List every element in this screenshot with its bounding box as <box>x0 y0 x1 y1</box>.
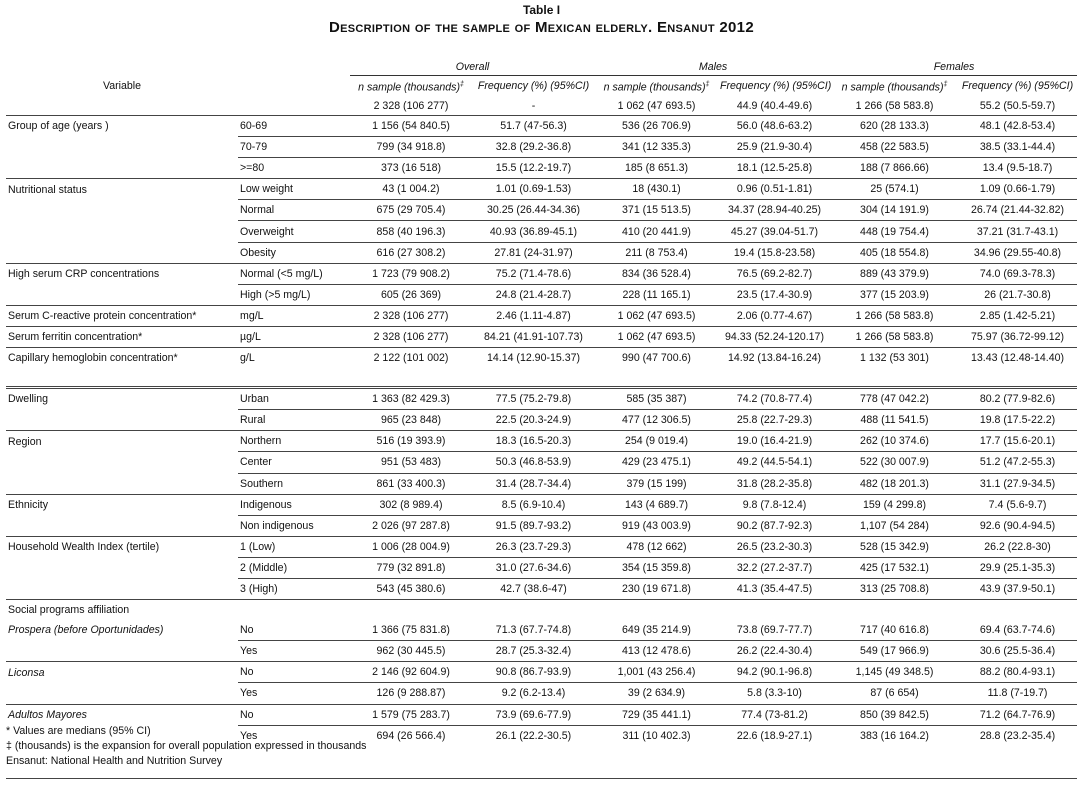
cell-females-n: 528 (15 342.9) <box>831 536 958 557</box>
cell-overall-n: 302 (8 989.4) <box>350 494 472 515</box>
cell-males-freq: 19.4 (15.8-23.58) <box>718 242 831 263</box>
cell-overall-freq: 18.3 (16.5-20.3) <box>472 431 595 452</box>
cell-category: Yes <box>238 725 350 746</box>
cell-overall-n: 543 (45 380.6) <box>350 578 472 599</box>
cell-overall-freq: 9.2 (6.2-13.4) <box>472 683 595 704</box>
cell-males-n: 410 (20 441.9) <box>595 221 718 242</box>
cell-males-freq: 49.2 (44.5-54.1) <box>718 452 831 473</box>
cell-overall-n: 43 (1 004.2) <box>350 179 472 200</box>
data-table <box>6 58 1077 746</box>
spacer-cell <box>350 368 472 388</box>
cell-variable <box>6 683 238 704</box>
cell-overall-freq: 50.3 (46.8-53.9) <box>472 452 595 473</box>
table-row <box>6 641 1077 662</box>
cell-females-freq: 26.74 (21.44-32.82) <box>958 200 1077 221</box>
spacer-row <box>6 368 1077 388</box>
cell-females-freq: 13.43 (12.48-14.40) <box>958 348 1077 369</box>
cell-category: 1 (Low) <box>238 536 350 557</box>
cell-overall-n: 861 (33 400.3) <box>350 473 472 494</box>
footnote-thousands: ‡ (thousands) is the expansion for overall population expressed in thousands <box>6 740 367 752</box>
table-row <box>6 578 1077 599</box>
cell-females-freq: 11.8 (7-19.7) <box>958 683 1077 704</box>
table-row <box>6 557 1077 578</box>
table-row <box>6 662 1077 683</box>
table-row <box>6 326 1077 347</box>
cell-males-n: 230 (19 671.8) <box>595 578 718 599</box>
cell-variable: Prospera (before Oportunidades) <box>8 624 164 637</box>
header-group-overall: Overall <box>350 58 595 76</box>
header-group-males: Males <box>595 58 831 76</box>
table-row <box>6 284 1077 305</box>
totals-overall-freq: - <box>531 99 536 112</box>
cell-females-n <box>831 600 958 621</box>
cell-females-freq: 38.5 (33.1-44.4) <box>958 137 1077 158</box>
cell-males-freq: 76.5 (69.2-82.7) <box>718 263 831 284</box>
cell-variable <box>6 452 238 473</box>
header-n-sample: n sample (thousands)‡ <box>358 80 464 94</box>
cell-males-freq: 19.0 (16.4-21.9) <box>718 431 831 452</box>
cell-females-n: 262 (10 374.6) <box>831 431 958 452</box>
cell-variable: Region <box>6 431 238 452</box>
cell-males-n: 1 062 (47 693.5) <box>595 305 718 326</box>
table-row <box>6 221 1077 242</box>
cell-category: No <box>238 662 350 683</box>
cell-category: No <box>240 624 254 637</box>
totals-males-freq: 44.9 (40.4-49.6) <box>736 99 813 112</box>
cell-category: µg/L <box>238 326 350 347</box>
cell-males-n: 585 (35 387) <box>595 388 718 410</box>
cell-variable: Serum ferritin concentration* <box>6 326 238 347</box>
cell-females-n: 405 (18 554.8) <box>831 242 958 263</box>
cell-category: Low weight <box>238 179 350 200</box>
cell-overall-freq: 51.7 (47-56.3) <box>472 116 595 137</box>
cell-overall-freq: 2.46 (1.11-4.87) <box>472 305 595 326</box>
header-spacer <box>238 58 350 76</box>
cell-males-freq: 23.5 (17.4-30.9) <box>718 284 831 305</box>
cell-category: High (>5 mg/L) <box>238 284 350 305</box>
cell-overall-n: 694 (26 566.4) <box>350 725 472 746</box>
footnote-ensanut: Ensanut: National Health and Nutrition Survey <box>6 755 223 767</box>
cell-overall-n <box>350 600 472 621</box>
cell-females-freq: 28.8 (23.2-35.4) <box>958 725 1077 746</box>
cell-variable <box>6 242 238 263</box>
cell-males-n: 478 (12 662) <box>595 536 718 557</box>
cell-females-freq: 48.1 (42.8-53.4) <box>958 116 1077 137</box>
cell-overall-freq: 31.0 (27.6-34.6) <box>472 557 595 578</box>
cell-females-n: 482 (18 201.3) <box>831 473 958 494</box>
cell-females-n: 448 (19 754.4) <box>831 221 958 242</box>
cell-males-n: 379 (15 199) <box>595 473 718 494</box>
cell-variable <box>6 158 238 179</box>
cell-females-n: 1 266 (58 583.8) <box>831 305 958 326</box>
table-row <box>6 263 1077 284</box>
cell-males-n: 649 (35 214.9) <box>622 624 691 637</box>
cell-males-freq: 18.1 (12.5-25.8) <box>718 158 831 179</box>
cell-females-freq: 37.21 (31.7-43.1) <box>958 221 1077 242</box>
cell-females-n: 377 (15 203.9) <box>831 284 958 305</box>
cell-females-n: 159 (4 299.8) <box>831 494 958 515</box>
header-group-females: Females <box>831 58 1077 76</box>
cell-variable <box>6 137 238 158</box>
cell-overall-freq: 77.5 (75.2-79.8) <box>472 388 595 410</box>
cell-overall-n: 516 (19 393.9) <box>350 431 472 452</box>
table-row <box>6 242 1077 263</box>
cell-males-freq: 94.2 (90.1-96.8) <box>718 662 831 683</box>
cell-males-freq <box>718 600 831 621</box>
table-row <box>6 158 1077 179</box>
spacer-cell <box>238 368 350 388</box>
cell-variable: Capillary hemoglobin concentration* <box>6 348 238 369</box>
cell-variable <box>6 515 238 536</box>
cell-variable: Dwelling <box>6 388 238 410</box>
cell-males-n: 185 (8 651.3) <box>595 158 718 179</box>
cell-overall-n: 858 (40 196.3) <box>350 221 472 242</box>
cell-overall-n: 1 156 (54 840.5) <box>350 116 472 137</box>
cell-category: >=80 <box>238 158 350 179</box>
header-variable: Variable <box>102 79 142 92</box>
table-row <box>6 348 1077 369</box>
cell-males-freq: 25.8 (22.7-29.3) <box>718 410 831 431</box>
cell-overall-n: 1 006 (28 004.9) <box>350 536 472 557</box>
cell-category: 3 (High) <box>238 578 350 599</box>
cell-males-n: 536 (26 706.9) <box>595 116 718 137</box>
table-title: Description of the sample of Mexican elderly. Ensanut 2012 <box>329 19 754 36</box>
cell-overall-freq: 22.5 (20.3-24.9) <box>472 410 595 431</box>
cell-females-freq: 92.6 (90.4-94.5) <box>958 515 1077 536</box>
cell-overall-freq: 26.3 (23.7-29.3) <box>472 536 595 557</box>
totals-males-n: 1 062 (47 693.5) <box>617 99 696 112</box>
cell-females-freq: 30.6 (25.5-36.4) <box>958 641 1077 662</box>
cell-variable: High serum CRP concentrations <box>6 263 238 284</box>
cell-category: Obesity <box>238 242 350 263</box>
cell-category: Yes <box>238 641 350 662</box>
cell-females-freq: 1.09 (0.66-1.79) <box>958 179 1077 200</box>
cell-variable: Serum C-reactive protein concentration* <box>6 305 238 326</box>
cell-overall-freq: 1.01 (0.69-1.53) <box>472 179 595 200</box>
cell-females-freq: 71.2 (64.7-76.9) <box>958 704 1077 725</box>
cell-category: 70-79 <box>238 137 350 158</box>
cell-overall-freq: 42.7 (38.6-47) <box>472 578 595 599</box>
table-row <box>6 388 1077 410</box>
cell-males-n: 39 (2 634.9) <box>595 683 718 704</box>
cell-males-n: 1 062 (47 693.5) <box>595 326 718 347</box>
cell-males-n <box>595 600 718 621</box>
cell-variable <box>6 578 238 599</box>
cell-males-n: 18 (430.1) <box>595 179 718 200</box>
cell-variable: Liconsa <box>6 662 238 683</box>
cell-females-freq: 17.7 (15.6-20.1) <box>958 431 1077 452</box>
cell-overall-n: 2 026 (97 287.8) <box>350 515 472 536</box>
cell-overall-n: 1 579 (75 283.7) <box>350 704 472 725</box>
cell-males-freq: 5.8 (3.3-10) <box>718 683 831 704</box>
cell-overall-n: 951 (53 483) <box>350 452 472 473</box>
cell-category: Normal <box>238 200 350 221</box>
cell-overall-n: 2 328 (106 277) <box>350 326 472 347</box>
table-row <box>6 600 1077 621</box>
spacer-cell <box>6 368 238 388</box>
cell-females-n: 313 (25 708.8) <box>831 578 958 599</box>
cell-males-n: 834 (36 528.4) <box>595 263 718 284</box>
cell-overall-n: 2 122 (101 002) <box>350 348 472 369</box>
cell-females-n: 1 132 (53 301) <box>831 348 958 369</box>
cell-overall-freq: 27.81 (24-31.97) <box>472 242 595 263</box>
cell-males-n: 143 (4 689.7) <box>595 494 718 515</box>
cell-females-n: 1 266 (58 583.8) <box>831 326 958 347</box>
cell-variable: Ethnicity <box>6 494 238 515</box>
table-row <box>6 137 1077 158</box>
table-row <box>6 116 1077 137</box>
cell-category: Yes <box>238 683 350 704</box>
cell-overall-freq: 32.8 (29.2-36.8) <box>472 137 595 158</box>
cell-males-n: 228 (11 165.1) <box>595 284 718 305</box>
cell-females-freq: 34.96 (29.55-40.8) <box>958 242 1077 263</box>
table-row <box>6 536 1077 557</box>
cell-category: No <box>238 704 350 725</box>
cell-males-freq: 94.33 (52.24-120.17) <box>718 326 831 347</box>
table-row <box>6 683 1077 704</box>
cell-males-n: 919 (43 003.9) <box>595 515 718 536</box>
cell-category: Urban <box>238 388 350 410</box>
cell-females-n: 188 (7 866.66) <box>831 158 958 179</box>
cell-overall-freq: 15.5 (12.2-19.7) <box>472 158 595 179</box>
cell-overall-n: 605 (26 369) <box>350 284 472 305</box>
cell-overall-freq: 30.25 (26.44-34.36) <box>472 200 595 221</box>
cell-females-n: 522 (30 007.9) <box>831 452 958 473</box>
data-table-container <box>6 58 1077 746</box>
cell-variable: Social programs affiliation <box>6 600 238 621</box>
cell-category: Normal (<5 mg/L) <box>238 263 350 284</box>
header-spacer <box>6 58 238 76</box>
totals-spacer <box>238 96 350 116</box>
cell-females-n: 25 (574.1) <box>831 179 958 200</box>
header-frequency: Frequency (%) (95%CI) <box>720 80 832 92</box>
cell-overall-n: 799 (34 918.8) <box>350 137 472 158</box>
cell-overall-freq: 8.5 (6.9-10.4) <box>472 494 595 515</box>
cell-overall-freq: 90.8 (86.7-93.9) <box>472 662 595 683</box>
cell-males-freq: 2.06 (0.77-4.67) <box>718 305 831 326</box>
cell-females-freq: 88.2 (80.4-93.1) <box>958 662 1077 683</box>
cell-overall-n: 373 (16 518) <box>350 158 472 179</box>
cell-variable: Group of age (years ) <box>6 116 238 137</box>
table-row <box>6 704 1077 725</box>
header-frequency: Frequency (%) (95%CI) <box>961 80 1074 92</box>
cell-males-freq: 74.2 (70.8-77.4) <box>718 388 831 410</box>
cell-overall-freq: 31.4 (28.7-34.4) <box>472 473 595 494</box>
cell-males-n: 1,001 (43 256.4) <box>595 662 718 683</box>
table-row <box>6 452 1077 473</box>
cell-males-n: 990 (47 700.6) <box>595 348 718 369</box>
cell-category: mg/L <box>238 305 350 326</box>
cell-males-freq: 26.5 (23.2-30.3) <box>718 536 831 557</box>
cell-females-freq: 80.2 (77.9-82.6) <box>958 388 1077 410</box>
spacer-cell <box>472 368 595 388</box>
cell-females-freq <box>958 600 1077 621</box>
cell-females-n: 620 (28 133.3) <box>831 116 958 137</box>
cell-females-freq: 31.1 (27.9-34.5) <box>958 473 1077 494</box>
cell-females-freq: 7.4 (5.6-9.7) <box>958 494 1077 515</box>
cell-overall-freq: 73.9 (69.6-77.9) <box>472 704 595 725</box>
cell-males-n: 477 (12 306.5) <box>595 410 718 431</box>
totals-spacer <box>6 96 238 116</box>
cell-males-freq: 26.2 (22.4-30.4) <box>718 641 831 662</box>
table-row <box>6 200 1077 221</box>
cell-overall-n: 2 146 (92 604.9) <box>350 662 472 683</box>
spacer-cell <box>718 368 831 388</box>
cell-males-freq: 77.4 (73-81.2) <box>718 704 831 725</box>
cell-males-freq: 56.0 (48.6-63.2) <box>718 116 831 137</box>
header-spacer <box>238 76 350 97</box>
cell-variable <box>6 473 238 494</box>
table-row <box>6 494 1077 515</box>
totals-females-freq: 55.2 (50.5-59.7) <box>979 99 1056 112</box>
cell-females-freq: 2.85 (1.42-5.21) <box>958 305 1077 326</box>
cell-overall-n: 962 (30 445.5) <box>350 641 472 662</box>
table-row <box>6 515 1077 536</box>
header-n-sample: n sample (thousands)‡ <box>841 80 948 94</box>
cell-females-freq: 29.9 (25.1-35.3) <box>958 557 1077 578</box>
cell-overall-n: 779 (32 891.8) <box>350 557 472 578</box>
header-n-sample: n sample (thousands)‡ <box>603 80 710 94</box>
cell-overall-freq: 71.3 (67.7-74.8) <box>495 624 572 637</box>
table-row <box>6 431 1077 452</box>
cell-females-n: 549 (17 966.9) <box>831 641 958 662</box>
cell-category: Southern <box>238 473 350 494</box>
cell-overall-n: 1 723 (79 908.2) <box>350 263 472 284</box>
spacer-cell <box>595 368 718 388</box>
cell-overall-freq: 40.93 (36.89-45.1) <box>472 221 595 242</box>
totals-overall-n: 2 328 (106 277) <box>373 99 449 112</box>
cell-males-freq: 25.9 (21.9-30.4) <box>718 137 831 158</box>
cell-males-freq: 45.27 (39.04-51.7) <box>718 221 831 242</box>
cell-females-n: 425 (17 532.1) <box>831 557 958 578</box>
cell-females-freq: 13.4 (9.5-18.7) <box>958 158 1077 179</box>
cell-category: Overweight <box>238 221 350 242</box>
cell-females-n: 458 (22 583.5) <box>831 137 958 158</box>
cell-males-freq: 34.37 (28.94-40.25) <box>718 200 831 221</box>
cell-females-n: 304 (14 191.9) <box>831 200 958 221</box>
cell-variable: Nutritional status <box>6 179 238 200</box>
table-row <box>6 305 1077 326</box>
cell-females-n: 778 (47 042.2) <box>831 388 958 410</box>
cell-males-n: 211 (8 753.4) <box>595 242 718 263</box>
cell-variable <box>6 410 238 431</box>
cell-category: 60-69 <box>238 116 350 137</box>
cell-overall-freq <box>472 600 595 621</box>
cell-females-freq: 74.0 (69.3-78.3) <box>958 263 1077 284</box>
table-row <box>6 179 1077 200</box>
cell-females-freq: 43.9 (37.9-50.1) <box>958 578 1077 599</box>
cell-category: Center <box>238 452 350 473</box>
cell-variable: Adultos Mayores <box>6 704 238 725</box>
table-label: Table I <box>522 3 561 17</box>
cell-males-freq: 14.92 (13.84-16.24) <box>718 348 831 369</box>
cell-category: 2 (Middle) <box>238 557 350 578</box>
cell-overall-n: 2 328 (106 277) <box>350 305 472 326</box>
cell-overall-freq: 14.14 (12.90-15.37) <box>472 348 595 369</box>
cell-overall-n: 1 366 (75 831.8) <box>372 624 450 637</box>
cell-category: Indigenous <box>238 494 350 515</box>
cell-males-freq: 41.3 (35.4-47.5) <box>718 578 831 599</box>
footer-rule <box>6 778 1077 779</box>
cell-overall-n: 675 (29 705.4) <box>350 200 472 221</box>
cell-males-n: 371 (15 513.5) <box>595 200 718 221</box>
cell-females-n: 850 (39 842.5) <box>831 704 958 725</box>
cell-males-freq: 31.8 (28.2-35.8) <box>718 473 831 494</box>
cell-overall-freq: 75.2 (71.4-78.6) <box>472 263 595 284</box>
spacer-cell <box>831 368 958 388</box>
cell-females-n: 1,107 (54 284) <box>831 515 958 536</box>
cell-overall-freq: 24.8 (21.4-28.7) <box>472 284 595 305</box>
totals-females-n: 1 266 (58 583.8) <box>855 99 934 112</box>
cell-category: g/L <box>238 348 350 369</box>
header-frequency: Frequency (%) (95%CI) <box>477 80 590 92</box>
table-body <box>6 116 1077 746</box>
cell-females-n: 87 (6 654) <box>831 683 958 704</box>
cell-females-n: 488 (11 541.5) <box>831 410 958 431</box>
cell-males-freq: 0.96 (0.51-1.81) <box>718 179 831 200</box>
cell-category <box>238 600 350 621</box>
cell-males-n: 413 (12 478.6) <box>595 641 718 662</box>
footnote-medians: * Values are medians (95% CI) <box>6 725 151 737</box>
table-row <box>6 410 1077 431</box>
cell-overall-freq: 26.1 (22.2-30.5) <box>472 725 595 746</box>
cell-overall-n: 126 (9 288.87) <box>350 683 472 704</box>
cell-overall-freq: 91.5 (89.7-93.2) <box>472 515 595 536</box>
footnotes <box>6 724 1077 769</box>
cell-males-freq: 90.2 (87.7-92.3) <box>718 515 831 536</box>
cell-overall-n: 965 (23 848) <box>350 410 472 431</box>
cell-males-freq: 22.6 (18.9-27.1) <box>718 725 831 746</box>
cell-variable <box>6 641 238 662</box>
table-row <box>6 473 1077 494</box>
cell-males-n: 354 (15 359.8) <box>595 557 718 578</box>
cell-males-n: 729 (35 441.1) <box>595 704 718 725</box>
cell-males-freq: 32.2 (27.2-37.7) <box>718 557 831 578</box>
cell-overall-freq: 84.21 (41.91-107.73) <box>472 326 595 347</box>
cell-females-freq: 19.8 (17.5-22.2) <box>958 410 1077 431</box>
cell-category: Rural <box>238 410 350 431</box>
cell-overall-freq: 28.7 (25.3-32.4) <box>472 641 595 662</box>
cell-variable: Household Wealth Index (tertile) <box>6 536 238 557</box>
cell-males-freq: 73.8 (69.7-77.7) <box>736 624 813 637</box>
cell-category: Northern <box>238 431 350 452</box>
cell-females-freq: 26.2 (22.8-30) <box>958 536 1077 557</box>
cell-variable <box>6 200 238 221</box>
cell-category: Non indigenous <box>238 515 350 536</box>
cell-males-n: 254 (9 019.4) <box>595 431 718 452</box>
cell-females-n: 383 (16 164.2) <box>831 725 958 746</box>
cell-females-freq: 51.2 (47.2-55.3) <box>958 452 1077 473</box>
cell-males-n: 311 (10 402.3) <box>595 725 718 746</box>
cell-variable <box>6 284 238 305</box>
cell-females-n: 889 (43 379.9) <box>831 263 958 284</box>
cell-overall-n: 1 363 (82 429.3) <box>350 388 472 410</box>
table-row <box>6 620 1077 641</box>
cell-females-n: 1,145 (49 348.5) <box>831 662 958 683</box>
spacer-cell <box>958 368 1077 388</box>
cell-males-n: 429 (23 475.1) <box>595 452 718 473</box>
cell-males-freq: 9.8 (7.8-12.4) <box>718 494 831 515</box>
cell-males-n: 341 (12 335.3) <box>595 137 718 158</box>
cell-females-freq: 75.97 (36.72-99.12) <box>958 326 1077 347</box>
cell-females-freq: 26 (21.7-30.8) <box>958 284 1077 305</box>
cell-variable <box>6 557 238 578</box>
cell-females-freq: 69.4 (63.7-74.6) <box>979 624 1056 637</box>
cell-overall-n: 616 (27 308.2) <box>350 242 472 263</box>
cell-variable <box>6 221 238 242</box>
cell-females-n: 717 (40 616.8) <box>860 624 929 637</box>
